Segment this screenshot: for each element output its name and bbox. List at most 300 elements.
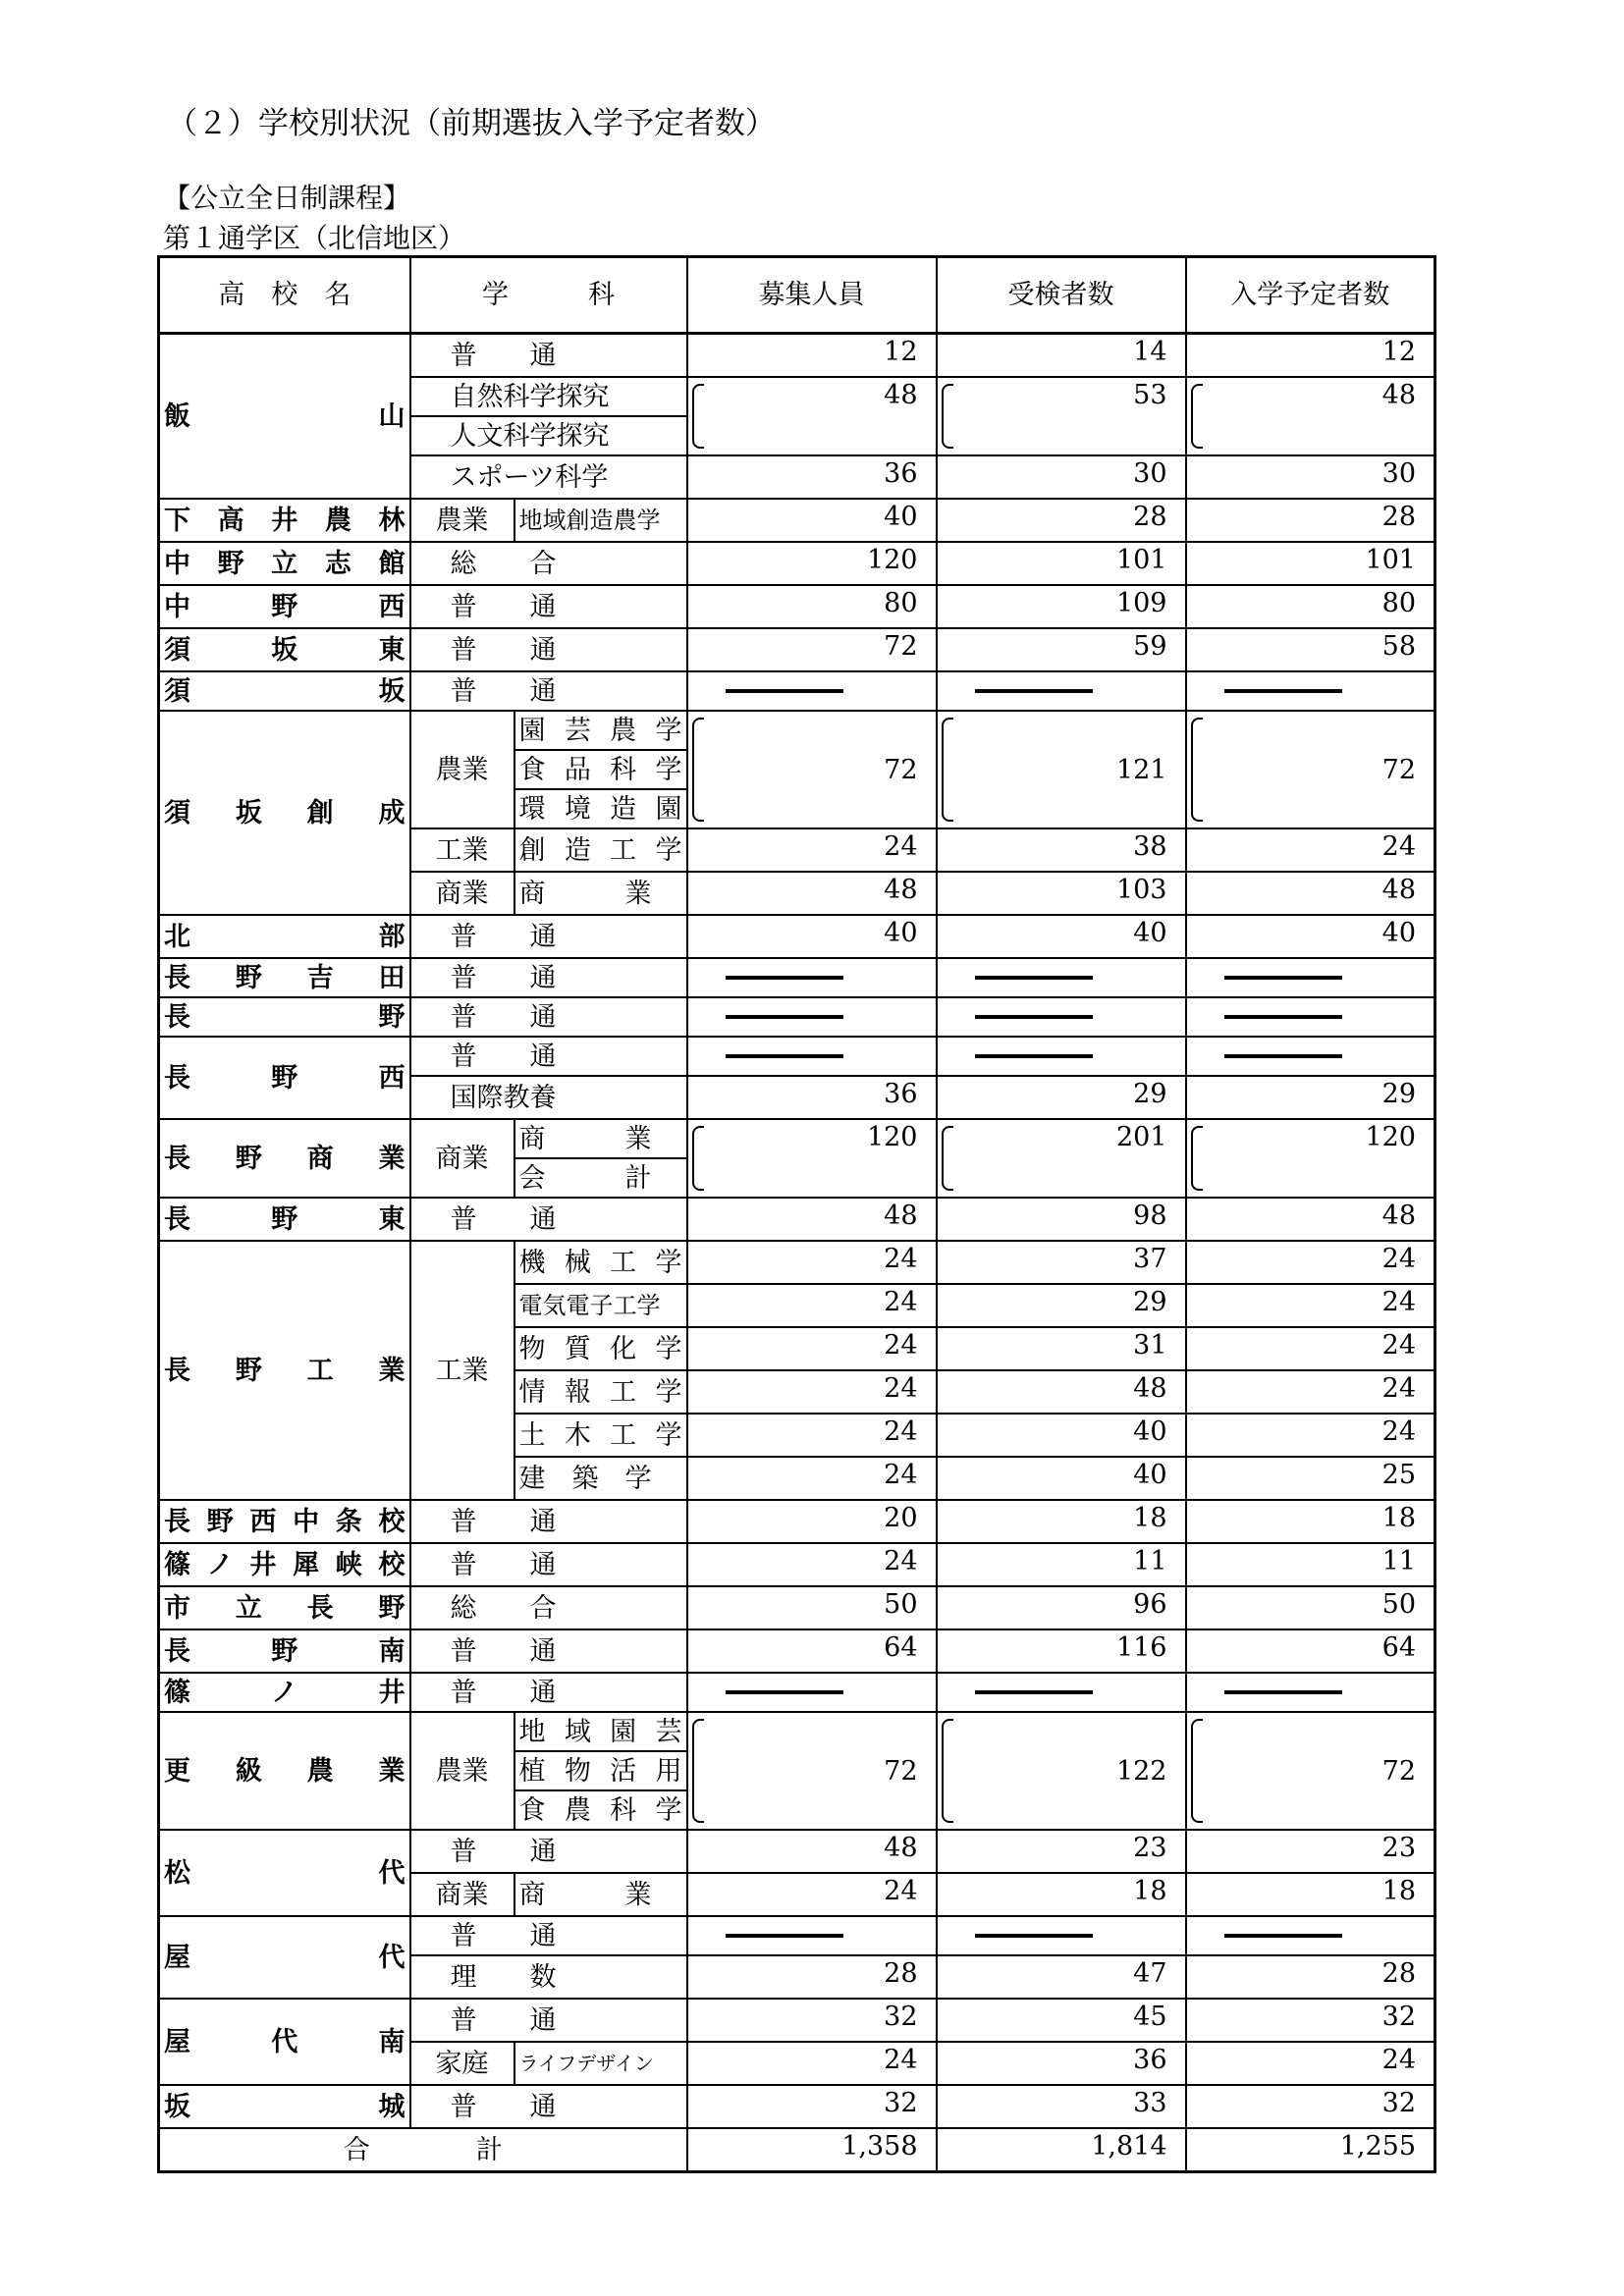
dept-name: 普 通 xyxy=(410,1673,687,1712)
char: 創 xyxy=(306,797,334,828)
subject-name xyxy=(514,828,687,872)
dept-name: 普 通 xyxy=(410,334,687,378)
char: 田 xyxy=(378,962,406,993)
table-row xyxy=(159,1673,1435,1712)
admitted-cell: 58 xyxy=(1186,628,1435,671)
char: 井 xyxy=(271,505,298,536)
char: 工 xyxy=(610,1376,637,1408)
applicants-cell: 40 xyxy=(937,1457,1186,1500)
char: 松 xyxy=(164,1857,190,1889)
applicants-cell: 29 xyxy=(937,1284,1186,1327)
capacity-cell: 48 xyxy=(687,1198,937,1241)
char: 野 xyxy=(271,1635,298,1667)
char: 物 xyxy=(564,1755,591,1787)
applicants-cell xyxy=(937,1673,1186,1712)
school-name-spaced xyxy=(164,921,406,952)
char: ノ xyxy=(206,1549,234,1580)
char: 屋 xyxy=(164,1942,190,1973)
char: 野 xyxy=(235,962,262,993)
applicants-cell xyxy=(937,1037,1186,1076)
division-name: 家庭 xyxy=(410,2042,514,2085)
no-data-dash xyxy=(975,1934,1093,1938)
dept-name: 人文科学探究 xyxy=(410,416,687,455)
school-name xyxy=(159,1037,410,1119)
admitted-cell: 24 xyxy=(1186,828,1435,872)
char: 中 xyxy=(293,1506,320,1537)
no-data-dash xyxy=(1224,1934,1342,1938)
table-row xyxy=(159,542,1435,585)
admitted-cell: 28 xyxy=(1186,1955,1435,1999)
char: 長 xyxy=(164,1001,190,1033)
no-data-dash xyxy=(726,976,843,980)
char: 野 xyxy=(206,1506,234,1537)
char: 犀 xyxy=(293,1549,320,1580)
char: 市 xyxy=(164,1592,190,1624)
table-row xyxy=(159,499,1435,542)
char: 土 xyxy=(518,1419,546,1451)
admitted-cell: 32 xyxy=(1186,1999,1435,2042)
admitted-cell: 48 xyxy=(1186,377,1435,455)
subject-name: 商 業 xyxy=(514,1873,687,1916)
capacity-cell: 24 xyxy=(687,2042,937,2085)
char: 野 xyxy=(271,591,298,622)
table-row xyxy=(159,671,1435,711)
char: 代 xyxy=(271,2026,298,2057)
school-name-spaced xyxy=(164,1677,406,1708)
subject-name: 建 築 学 xyxy=(514,1457,687,1500)
char: 学 xyxy=(655,1247,682,1278)
admitted-cell xyxy=(1186,1916,1435,1955)
subject-name xyxy=(514,1414,687,1457)
admission-table xyxy=(157,255,1436,2173)
char: 木 xyxy=(564,1419,591,1451)
admitted-cell xyxy=(1186,1673,1435,1712)
char: 長 xyxy=(164,1203,190,1235)
admitted-cell: 101 xyxy=(1186,542,1435,585)
capacity-cell: 40 xyxy=(687,499,937,542)
school-name xyxy=(159,628,410,671)
no-data-dash xyxy=(1224,689,1342,693)
admitted-cell: 18 xyxy=(1186,1873,1435,1916)
capacity-cell: 28 xyxy=(687,1955,937,1999)
total-applicants: 1,814 xyxy=(937,2128,1186,2172)
admitted-cell: 72 xyxy=(1186,711,1435,828)
total-row xyxy=(159,2128,1435,2172)
subject-name: 商 業 xyxy=(514,1119,687,1158)
applicants-cell: 31 xyxy=(937,1327,1186,1370)
division-name: 商業 xyxy=(410,1119,514,1198)
school-name-spaced xyxy=(164,1592,406,1624)
capacity-cell: 24 xyxy=(687,1327,937,1370)
char: 北 xyxy=(164,921,190,952)
table-row xyxy=(159,958,1435,997)
char: 学 xyxy=(655,1333,682,1364)
table-row xyxy=(159,1830,1435,1873)
char: 東 xyxy=(378,1203,406,1235)
dept-name: 普 通 xyxy=(410,671,687,711)
division-name: 商業 xyxy=(410,872,514,915)
school-name xyxy=(159,1119,410,1198)
dept-name: 普 通 xyxy=(410,1916,687,1955)
char: 校 xyxy=(378,1506,406,1537)
header-school: 高 校 名 xyxy=(159,257,410,334)
subject-name xyxy=(514,1327,687,1370)
total-admitted: 1,255 xyxy=(1186,2128,1435,2172)
char: 長 xyxy=(164,1062,190,1094)
capacity-cell: 24 xyxy=(687,1284,937,1327)
char: 野 xyxy=(378,1592,406,1624)
applicants-cell: 11 xyxy=(937,1543,1186,1586)
subject-name xyxy=(514,711,687,750)
school-name xyxy=(159,334,410,500)
char: 高 xyxy=(217,505,244,536)
table-row xyxy=(159,711,1435,750)
school-name xyxy=(159,671,410,711)
dept-name: 総 合 xyxy=(410,542,687,585)
school-name-spaced xyxy=(164,634,406,666)
subject-name xyxy=(514,1790,687,1830)
char: 立 xyxy=(271,548,298,579)
char: 商 xyxy=(306,1143,334,1174)
school-name-spaced xyxy=(164,1755,406,1787)
char: 業 xyxy=(378,1355,406,1386)
admitted-cell xyxy=(1186,958,1435,997)
capacity-cell: 40 xyxy=(687,915,937,958)
admitted-cell: 23 xyxy=(1186,1830,1435,1873)
capacity-cell xyxy=(687,1037,937,1076)
dept-name: 普 通 xyxy=(410,958,687,997)
capacity-cell: 20 xyxy=(687,1500,937,1543)
school-name-spaced xyxy=(164,1635,406,1667)
char: 林 xyxy=(378,505,406,536)
admitted-cell: 120 xyxy=(1186,1119,1435,1198)
admitted-cell: 24 xyxy=(1186,1284,1435,1327)
char: 機 xyxy=(518,1247,546,1278)
char: 創 xyxy=(518,834,546,866)
no-data-dash xyxy=(1224,1015,1342,1019)
applicants-cell: 18 xyxy=(937,1500,1186,1543)
applicants-cell xyxy=(937,671,1186,711)
char: 篠 xyxy=(164,1677,190,1708)
char: 長 xyxy=(306,1592,334,1624)
admitted-cell: 50 xyxy=(1186,1586,1435,1629)
char: ノ xyxy=(271,1677,298,1708)
division-name: 工業 xyxy=(410,1241,514,1500)
school-name-spaced xyxy=(164,962,406,993)
capacity-cell: 24 xyxy=(687,1873,937,1916)
capacity-cell: 80 xyxy=(687,585,937,628)
capacity-cell: 72 xyxy=(687,628,937,671)
school-name-spaced xyxy=(164,1062,406,1094)
char: 南 xyxy=(378,1635,406,1667)
school-name-spaced xyxy=(164,1203,406,1235)
char: 科 xyxy=(610,1794,637,1826)
header-row xyxy=(159,257,1435,334)
applicants-cell: 122 xyxy=(937,1712,1186,1830)
capacity-cell xyxy=(687,1673,937,1712)
char: 品 xyxy=(564,754,591,785)
admitted-cell xyxy=(1186,997,1435,1037)
admitted-cell: 48 xyxy=(1186,1198,1435,1241)
char: 造 xyxy=(564,834,591,866)
dept-name: 普 通 xyxy=(410,1037,687,1076)
admitted-cell: 32 xyxy=(1186,2085,1435,2128)
school-name xyxy=(159,1629,410,1673)
char: 須 xyxy=(164,675,190,707)
school-name-spaced xyxy=(164,2091,406,2122)
school-name xyxy=(159,958,410,997)
applicants-cell xyxy=(937,958,1186,997)
table-row xyxy=(159,334,1435,378)
char: 長 xyxy=(164,1635,190,1667)
applicants-cell: 14 xyxy=(937,334,1186,378)
school-name-spaced xyxy=(164,548,406,579)
char: 更 xyxy=(164,1755,190,1787)
school-name xyxy=(159,499,410,542)
admitted-cell: 28 xyxy=(1186,499,1435,542)
char: 長 xyxy=(164,962,190,993)
dept-name: 理 数 xyxy=(410,1955,687,1999)
capacity-cell: 32 xyxy=(687,2085,937,2128)
char: 坂 xyxy=(378,675,406,707)
char: 工 xyxy=(610,834,637,866)
capacity-cell: 24 xyxy=(687,1543,937,1586)
dept-name: 自然科学探究 xyxy=(410,377,687,416)
admission-table-container xyxy=(157,255,1436,2173)
char: 境 xyxy=(564,793,591,825)
dept-name: 普 通 xyxy=(410,1500,687,1543)
subject-name-spaced xyxy=(518,715,682,746)
char: 農 xyxy=(610,715,637,746)
subject-name-spaced xyxy=(518,1419,682,1451)
char: 食 xyxy=(518,754,546,785)
table-row xyxy=(159,1119,1435,1158)
char: 長 xyxy=(164,1355,190,1386)
capacity-cell xyxy=(687,671,937,711)
applicants-cell: 28 xyxy=(937,499,1186,542)
dept-name: 普 通 xyxy=(410,1830,687,1873)
capacity-cell: 120 xyxy=(687,542,937,585)
school-name xyxy=(159,1673,410,1712)
char: 坂 xyxy=(271,634,298,666)
subject-name xyxy=(514,750,687,789)
subject-name: ライフデザイン xyxy=(514,2042,687,2085)
dept-name: 普 通 xyxy=(410,1543,687,1586)
capacity-cell: 24 xyxy=(687,1414,937,1457)
char: 質 xyxy=(564,1333,591,1364)
char: 中 xyxy=(164,548,190,579)
applicants-cell: 121 xyxy=(937,711,1186,828)
capacity-cell: 24 xyxy=(687,1370,937,1414)
capacity-cell xyxy=(687,958,937,997)
school-name-spaced xyxy=(164,675,406,707)
no-data-dash xyxy=(726,1015,843,1019)
char: 西 xyxy=(378,591,406,622)
division-name: 工業 xyxy=(410,828,514,872)
admitted-cell xyxy=(1186,671,1435,711)
no-data-dash xyxy=(726,1934,843,1938)
applicants-cell: 30 xyxy=(937,455,1186,499)
char: 西 xyxy=(378,1062,406,1094)
capacity-cell: 72 xyxy=(687,711,937,828)
char: 農 xyxy=(306,1755,334,1787)
char: 学 xyxy=(655,1376,682,1408)
subject-name: 商 業 xyxy=(514,872,687,915)
capacity-cell: 72 xyxy=(687,1712,937,1830)
capacity-cell: 32 xyxy=(687,1999,937,2042)
dept-name: 普 通 xyxy=(410,1629,687,1673)
char: 西 xyxy=(249,1506,277,1537)
capacity-cell: 50 xyxy=(687,1586,937,1629)
admitted-cell: 48 xyxy=(1186,872,1435,915)
admitted-cell: 72 xyxy=(1186,1712,1435,1830)
admitted-cell: 24 xyxy=(1186,2042,1435,2085)
school-name-spaced xyxy=(164,1001,406,1033)
school-name-spaced xyxy=(164,1506,406,1537)
school-name-spaced xyxy=(164,1143,406,1174)
subject-name-spaced xyxy=(518,1755,682,1787)
char: 須 xyxy=(164,634,190,666)
char: 学 xyxy=(655,1794,682,1826)
table-row xyxy=(159,1629,1435,1673)
dept-name: スポーツ科学 xyxy=(410,455,687,499)
char: 中 xyxy=(164,591,190,622)
division-name: 農業 xyxy=(410,1712,514,1830)
table-row xyxy=(159,1586,1435,1629)
school-name xyxy=(159,1241,410,1500)
school-name xyxy=(159,997,410,1037)
applicants-cell: 40 xyxy=(937,915,1186,958)
char: 篠 xyxy=(164,1549,190,1580)
school-name-spaced xyxy=(164,2026,406,2057)
capacity-cell: 24 xyxy=(687,828,937,872)
applicants-cell xyxy=(937,1916,1186,1955)
subject-name-spaced xyxy=(518,1247,682,1278)
char: 立 xyxy=(235,1592,262,1624)
char: 学 xyxy=(655,754,682,785)
school-name-spaced xyxy=(164,1857,406,1889)
applicants-cell xyxy=(937,997,1186,1037)
applicants-cell: 45 xyxy=(937,1999,1186,2042)
char: 業 xyxy=(378,1755,406,1787)
char: 業 xyxy=(378,1143,406,1174)
total-capacity: 1,358 xyxy=(687,2128,937,2172)
division-name: 農業 xyxy=(410,711,514,828)
capacity-cell: 120 xyxy=(687,1119,937,1198)
char: 工 xyxy=(610,1419,637,1451)
school-name xyxy=(159,1830,410,1916)
section-title: （２）学校別状況（前期選抜入学予定者数） xyxy=(167,106,776,141)
no-data-dash xyxy=(726,689,843,693)
school-name xyxy=(159,915,410,958)
capacity-cell: 48 xyxy=(687,872,937,915)
applicants-cell: 36 xyxy=(937,2042,1186,2085)
school-name-spaced xyxy=(164,507,406,534)
header-admitted: 入学予定者数 xyxy=(1186,257,1435,334)
table-row xyxy=(159,1037,1435,1076)
subject-name: 会 計 xyxy=(514,1158,687,1198)
char: 井 xyxy=(378,1677,406,1708)
capacity-cell xyxy=(687,997,937,1037)
char: 化 xyxy=(610,1333,637,1364)
char: 屋 xyxy=(164,2026,190,2057)
char: 物 xyxy=(518,1333,546,1364)
no-data-dash xyxy=(726,1054,843,1058)
table-row xyxy=(159,628,1435,671)
char: 学 xyxy=(655,834,682,866)
subject-name-spaced xyxy=(518,754,682,785)
dept-name: 普 通 xyxy=(410,915,687,958)
char: 代 xyxy=(378,1942,406,1973)
char: 植 xyxy=(518,1755,546,1787)
subject-name-spaced xyxy=(518,1716,682,1747)
char: 坂 xyxy=(164,2091,190,2122)
applicants-cell: 37 xyxy=(937,1241,1186,1284)
admitted-cell: 64 xyxy=(1186,1629,1435,1673)
char: 野 xyxy=(271,1203,298,1235)
subject-name-spaced xyxy=(518,1333,682,1364)
school-name xyxy=(159,542,410,585)
admitted-cell: 18 xyxy=(1186,1500,1435,1543)
char: 飯 xyxy=(164,400,190,432)
capacity-cell xyxy=(687,1916,937,1955)
school-name-spaced xyxy=(164,1549,406,1580)
subject-name xyxy=(514,1241,687,1284)
admitted-cell: 11 xyxy=(1186,1543,1435,1586)
category-label: 【公立全日制課程】 xyxy=(163,182,411,214)
capacity-cell: 36 xyxy=(687,1076,937,1119)
char: 条 xyxy=(335,1506,362,1537)
header-dept: 学 科 xyxy=(410,257,687,334)
char: 野 xyxy=(217,548,244,579)
subject-name-spaced xyxy=(518,793,682,825)
school-name xyxy=(159,1999,410,2085)
char: 城 xyxy=(378,2091,406,2122)
applicants-cell: 109 xyxy=(937,585,1186,628)
applicants-cell: 23 xyxy=(937,1830,1186,1873)
char: 芸 xyxy=(655,1716,682,1747)
admitted-cell: 40 xyxy=(1186,915,1435,958)
char: 野 xyxy=(235,1143,262,1174)
subject-name-spaced xyxy=(518,834,682,866)
no-data-dash xyxy=(975,976,1093,980)
no-data-dash xyxy=(975,689,1093,693)
char: 用 xyxy=(655,1755,682,1787)
char: 部 xyxy=(378,921,406,952)
admitted-cell: 24 xyxy=(1186,1370,1435,1414)
capacity-cell: 24 xyxy=(687,1241,937,1284)
applicants-cell: 201 xyxy=(937,1119,1186,1198)
subject-name xyxy=(514,1751,687,1790)
school-name xyxy=(159,1543,410,1586)
school-name-spaced xyxy=(164,1942,406,1973)
char: 野 xyxy=(235,1355,262,1386)
no-data-dash xyxy=(975,1690,1093,1694)
school-name xyxy=(159,1198,410,1241)
char: 井 xyxy=(249,1549,277,1580)
char: 坂 xyxy=(235,797,262,828)
char: 志 xyxy=(324,548,352,579)
char: 食 xyxy=(518,1794,546,1826)
capacity-cell: 48 xyxy=(687,1830,937,1873)
char: 学 xyxy=(655,715,682,746)
school-name-spaced xyxy=(164,797,406,828)
char: 芸 xyxy=(564,715,591,746)
applicants-cell: 33 xyxy=(937,2085,1186,2128)
char: 園 xyxy=(655,793,682,825)
school-name-spaced xyxy=(164,1355,406,1386)
division-name: 商業 xyxy=(410,1873,514,1916)
